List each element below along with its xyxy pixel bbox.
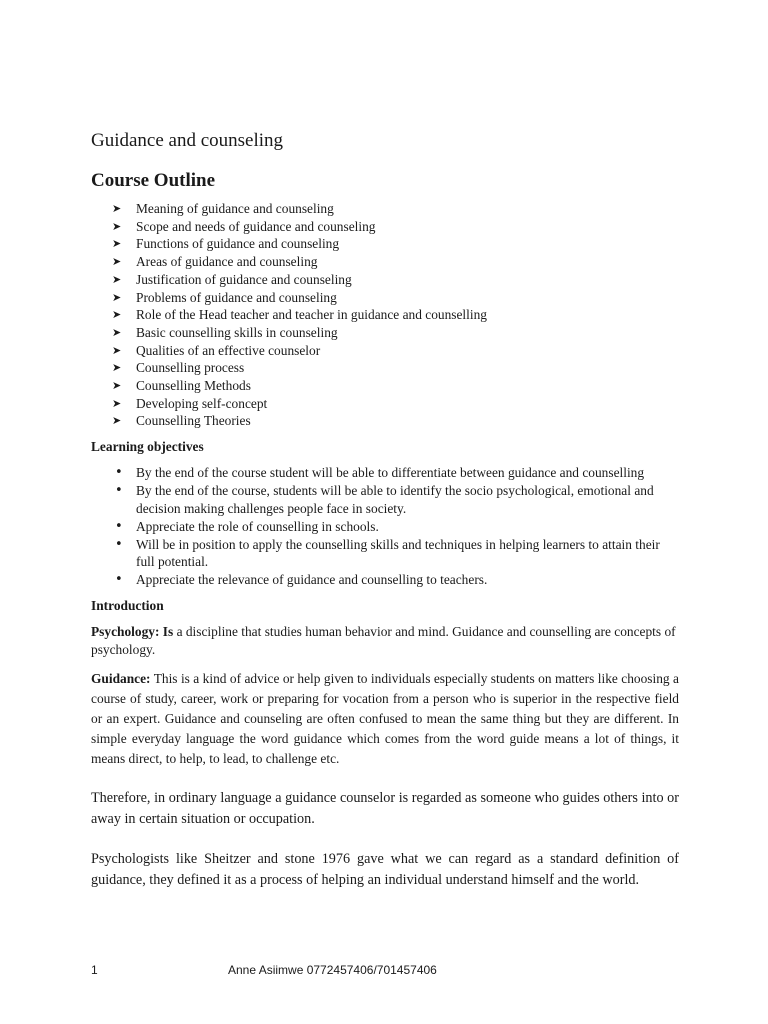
arrowhead-bullet-icon: ➤ [112, 272, 122, 286]
outline-item-label: Counselling Methods [136, 378, 251, 394]
outline-item [91, 289, 679, 307]
arrowhead-bullet-icon: ➤ [112, 290, 122, 304]
objective-item-text: Will be in position to apply the counselling skills and techniques in helping learners to attain their full potential. [136, 536, 660, 570]
outline-item [91, 253, 679, 271]
round-bullet-icon: • [115, 483, 123, 499]
outline-item-label: Qualities of an effective counselor [136, 342, 321, 358]
outline-item-label: Basic counselling skills in counseling [136, 324, 338, 340]
therefore-paragraph: Therefore, in ordinary language a guidance counselor is regarded as someone who guides others into or away in certain situation or occupation. [91, 789, 679, 828]
outline-item [91, 342, 679, 360]
objective-item [91, 464, 679, 482]
learning-objectives-list [91, 464, 679, 589]
arrowhead-bullet-icon: ➤ [112, 237, 122, 251]
outline-item [91, 200, 679, 218]
outline-item [91, 271, 679, 289]
round-bullet-icon: • [115, 465, 123, 481]
outline-item-label: Functions of guidance and counseling [136, 236, 340, 252]
outline-item [91, 218, 679, 236]
arrowhead-bullet-icon: ➤ [112, 325, 122, 339]
arrowhead-bullet-icon: ➤ [112, 396, 122, 410]
outline-item [91, 412, 679, 430]
objective-item [91, 518, 679, 536]
outline-item-label: Justification of guidance and counseling [136, 271, 352, 287]
outline-item [91, 324, 679, 342]
outline-item-label: Areas of guidance and counseling [136, 254, 318, 270]
page-number: 1 [91, 963, 98, 977]
round-bullet-icon: • [115, 572, 123, 588]
arrowhead-bullet-icon: ➤ [112, 202, 122, 215]
introduction-heading: Introduction [91, 597, 164, 613]
objective-item-text: Appreciate the role of counselling in schools. [136, 518, 379, 534]
objective-item [91, 482, 679, 517]
outline-item [91, 306, 679, 324]
objective-item-text: By the end of the course student will be able to differentiate between guidance and counselling [136, 465, 645, 481]
outline-item-label: Developing self-concept [136, 395, 268, 411]
outline-item-label: Scope and needs of guidance and counseling [136, 218, 376, 234]
page-content [91, 128, 679, 892]
arrowhead-bullet-icon: ➤ [112, 361, 122, 375]
objective-item-text: Appreciate the relevance of guidance and counselling to teachers. [136, 572, 488, 588]
psychology-term: Psychology: Is [91, 623, 174, 639]
round-bullet-icon: • [115, 536, 123, 552]
outline-item-label: Meaning of guidance and counseling [136, 201, 334, 216]
outline-item [91, 235, 679, 253]
arrowhead-bullet-icon: ➤ [112, 343, 122, 357]
arrowhead-bullet-icon: ➤ [112, 379, 122, 393]
guidance-term: Guidance: [91, 670, 151, 686]
outline-item-label: Role of the Head teacher and teacher in guidance and counselling [136, 307, 487, 323]
outline-item-label: Counselling Theories [136, 413, 251, 429]
course-outline-heading: Course Outline [91, 170, 216, 191]
psychologists-paragraph: Psychologists like Sheitzer and stone 1976 gave what we can regard as a standard definition of guidance, they defined it as a process of helping an individual understand himself and the world. [91, 850, 679, 889]
outline-item [91, 359, 679, 377]
outline-item-label: Counselling process [136, 360, 245, 376]
outline-item-label: Problems of guidance and counseling [136, 289, 337, 305]
arrowhead-bullet-icon: ➤ [112, 308, 122, 322]
guidance-paragraph [91, 669, 679, 770]
objective-item [91, 571, 679, 589]
round-bullet-icon: • [115, 518, 123, 534]
document-title: Guidance and counseling [91, 130, 284, 151]
course-outline-list [91, 200, 679, 430]
guidance-definition: This is a kind of advice or help given to individuals especially students on matters like choosing a course of study, career, work or preparing for vocation from a person who is superior in the respective field or an expert. Guidance and counseling are often confused to mean the same thing but they are different. In simple everyday language the word guidance which comes from the word guide means a lot of things, it means direct, to help, to lead, to challenge etc. [91, 670, 679, 767]
objective-item [91, 536, 679, 571]
outline-item [91, 377, 679, 395]
learning-objectives-heading: Learning objectives [91, 439, 204, 455]
outline-item [91, 395, 679, 413]
psychology-definition: a discipline that studies human behavior and mind. Guidance and counselling are concepts of psychology. [91, 623, 676, 657]
arrowhead-bullet-icon: ➤ [112, 219, 122, 233]
psychology-paragraph [91, 623, 679, 659]
arrowhead-bullet-icon: ➤ [112, 414, 122, 428]
footer-author: Anne Asiimwe 0772457406/701457406 [228, 963, 437, 977]
arrowhead-bullet-icon: ➤ [112, 255, 122, 269]
objective-item-text: By the end of the course, students will be able to identify the socio psychological, emotional and decision making challenges people face in society. [136, 483, 654, 516]
